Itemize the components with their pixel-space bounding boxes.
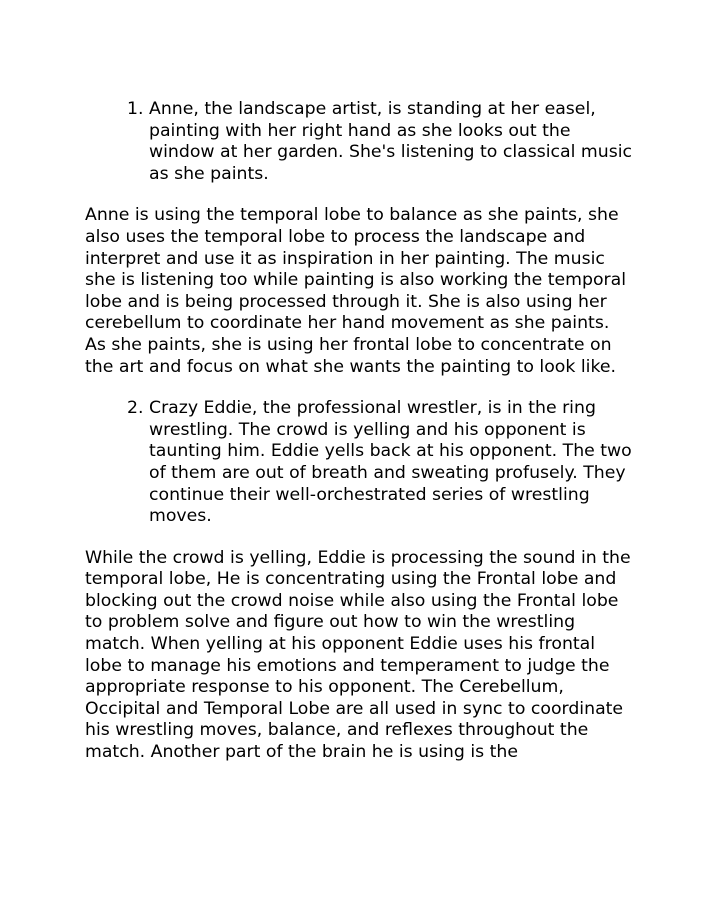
list-item-1 [127, 99, 635, 185]
answer-paragraph-1: Anne is using the temporal lobe to balance as she paints, she also uses the temporal lobe to process the landscape and interpret and use it as inspiration in her painting. The music she is listening too while painting is also working the temporal lobe and is being processed through it. She is also using her cerebellum to coordinate her hand movement as she paints. As she paints, she is using her frontal lobe to concentrate on the art and focus on what she wants the painting to look like. [85, 205, 627, 377]
list-item-text: Crazy Eddie, the professional wrestler, is in the ring wrestling. The crowd is yelling and his opponent is taunting him. Eddie yells back at his opponent. The two of them are out of breath and sweating profusely. They continue their well-orchestrated series of wrestling moves. [149, 398, 632, 527]
list-item-text: Anne, the landscape artist, is standing at her easel, painting with her right hand as she looks out the window at her garden. She's listening to classical music as she paints. [149, 99, 633, 184]
answer-paragraph-2: While the crowd is yelling, Eddie is processing the sound in the temporal lobe, He is concentrating using the Frontal lobe and blocking out the crowd noise while also using the Frontal lobe to problem solve and figure out how to win the wrestling match. When yelling at his opponent Eddie uses his frontal lobe to manage his emotions and temperament to judge the appropriate response to his opponent. The Cerebellum, Occipital and Temporal Lobe are all used in sync to coordinate his wrestling moves, balance, and reflexes throughout the match. Another part of the brain he is using is the [85, 547, 631, 763]
list-item-number: 2. [127, 398, 144, 419]
document-page [85, 99, 635, 784]
list-item-2 [127, 398, 635, 528]
list-item-number: 1. [127, 99, 144, 119]
